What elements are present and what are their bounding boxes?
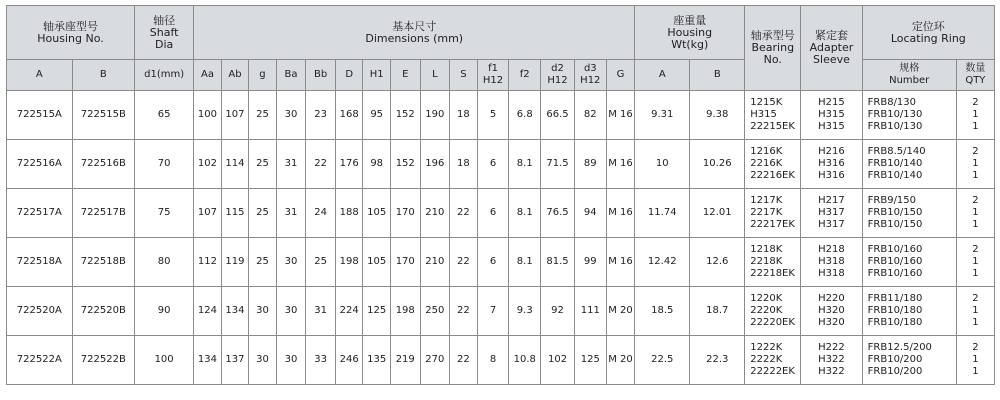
col-header-ring-spec: 规格 Number (862, 60, 956, 91)
cell-e: 170 (390, 238, 420, 287)
cell-wa: 12.42 (635, 238, 690, 287)
cell-wb: 10.26 (690, 140, 745, 189)
cell-f2: 8.1 (509, 238, 541, 287)
shaft-dia-header: 轴径 Shaft Dia (135, 6, 194, 60)
col-header-b: B (72, 60, 134, 91)
bearing-line: 2218K (750, 256, 783, 267)
cell-wa: 22.5 (635, 336, 690, 385)
cell-ba: 30 (276, 91, 306, 140)
ring-line: FRB10/130 (867, 121, 923, 132)
cell-bb: 23 (306, 91, 336, 140)
locating-ring-header: 定位环 Locating Ring (862, 6, 994, 60)
qty-line: 2 (972, 342, 979, 353)
adapter-line: H220 (818, 293, 845, 304)
spec-table-container (6, 5, 995, 385)
cell-d3: 99 (574, 238, 606, 287)
cell-s: 18 (450, 140, 478, 189)
cell-aa: 124 (194, 287, 222, 336)
adapter-line: H317 (818, 207, 845, 218)
cell-f1: 7 (477, 287, 509, 336)
cell-d2: 66.5 (541, 91, 575, 140)
cell-h1: 105 (363, 189, 391, 238)
cell-ba: 30 (276, 287, 306, 336)
col-header-l: L (420, 60, 450, 91)
cell-d: 224 (335, 287, 363, 336)
cell-d3: 125 (574, 336, 606, 385)
cell-aa: 102 (194, 140, 222, 189)
col-header-f1: f1 H12 (477, 60, 509, 91)
cell-a: 722520A (7, 287, 73, 336)
table-row (7, 238, 995, 287)
cell-wb: 18.7 (690, 287, 745, 336)
cell-ring (862, 336, 956, 385)
cell-ring (862, 287, 956, 336)
cell-g: 30 (249, 336, 277, 385)
adapter-line: H215 (818, 97, 845, 108)
cell-s: 22 (450, 336, 478, 385)
qty-line: 1 (972, 121, 979, 132)
cell-d2: 102 (541, 336, 575, 385)
cell-l: 196 (420, 140, 450, 189)
cell-h1: 98 (363, 140, 391, 189)
adapter-line: H218 (818, 244, 845, 255)
cell-f2: 6.8 (509, 91, 541, 140)
col-header-weight-a: A (635, 60, 690, 91)
ring-line: FRB10/140 (867, 170, 923, 181)
cell-d: 188 (335, 189, 363, 238)
cell-d2: 71.5 (541, 140, 575, 189)
adapter-sleeve-header: 紧定套 Adapter Sleeve (801, 6, 862, 91)
cell-d3: 94 (574, 189, 606, 238)
cell-ring (862, 238, 956, 287)
cell-s: 22 (450, 189, 478, 238)
col-header-bb: Bb (306, 60, 336, 91)
cell-g: 25 (249, 91, 277, 140)
cell-g: 25 (249, 140, 277, 189)
cell-wa: 9.31 (635, 91, 690, 140)
cell-ab: 107 (221, 91, 249, 140)
adapter-line: H322 (818, 366, 845, 377)
cell-b: 722517B (72, 189, 134, 238)
col-header-aa: Aa (194, 60, 222, 91)
ring-line: FRB10/130 (867, 109, 923, 120)
qty-line: 2 (972, 97, 979, 108)
cell-e: 219 (390, 336, 420, 385)
table-row (7, 287, 995, 336)
adapter-line: H222 (818, 342, 845, 353)
cell-ba: 30 (276, 238, 306, 287)
table-row (7, 189, 995, 238)
cell-g: M 20 (606, 336, 635, 385)
qty-line: 1 (972, 256, 979, 267)
cell-g: 25 (249, 238, 277, 287)
cell-f1: 6 (477, 189, 509, 238)
cell-d: 246 (335, 336, 363, 385)
col-header-e: E (390, 60, 420, 91)
bearing-line: 22220EK (750, 317, 795, 328)
bearing-line: 1217K (750, 195, 783, 206)
adapter-line: H217 (818, 195, 845, 206)
col-header-h1: H1 (363, 60, 391, 91)
cell-g: M 16 (606, 91, 635, 140)
cell-d3: 89 (574, 140, 606, 189)
adapter-line: H316 (818, 170, 845, 181)
spec-table-body (7, 91, 995, 385)
ring-line: FRB10/200 (867, 366, 923, 377)
cell-f2: 9.3 (509, 287, 541, 336)
cell-d2: 81.5 (541, 238, 575, 287)
qty-line: 1 (972, 305, 979, 316)
ring-line: FRB10/160 (867, 268, 923, 279)
cell-h1: 95 (363, 91, 391, 140)
cell-f1: 6 (477, 140, 509, 189)
cell-ring (862, 189, 956, 238)
bearing-line: 2217K (750, 207, 783, 218)
cell-g: M 16 (606, 189, 635, 238)
table-row (7, 140, 995, 189)
qty-line: 1 (972, 317, 979, 328)
cell-bb: 24 (306, 189, 336, 238)
cell-wb: 9.38 (690, 91, 745, 140)
cell-aa: 112 (194, 238, 222, 287)
cell-bb: 22 (306, 140, 336, 189)
cell-bearing (745, 189, 801, 238)
adapter-line: H320 (818, 317, 845, 328)
col-header-s: S (450, 60, 478, 91)
cell-h1: 105 (363, 238, 391, 287)
table-row (7, 336, 995, 385)
cell-a: 722515A (7, 91, 73, 140)
col-header-ba: Ba (276, 60, 306, 91)
cell-g: 30 (249, 287, 277, 336)
cell-g: M 20 (606, 287, 635, 336)
cell-aa: 134 (194, 336, 222, 385)
cell-ab: 114 (221, 140, 249, 189)
bearing-line: 22222EK (750, 366, 795, 377)
cell-d2: 92 (541, 287, 575, 336)
cell-wa: 11.74 (635, 189, 690, 238)
housing-weight-header: 座重量 Housing Wt(kg) (635, 6, 745, 60)
ring-line: FRB10/140 (867, 158, 923, 169)
col-header-g: g (249, 60, 277, 91)
cell-d: 168 (335, 91, 363, 140)
ring-line: FRB8.5/140 (867, 146, 926, 157)
cell-adapter (801, 91, 862, 140)
adapter-line: H322 (818, 354, 845, 365)
cell-d: 198 (335, 238, 363, 287)
cell-f2: 10.8 (509, 336, 541, 385)
cell-f1: 6 (477, 238, 509, 287)
ring-line: FRB10/150 (867, 219, 923, 230)
cell-bearing (745, 287, 801, 336)
qty-line: 2 (972, 195, 979, 206)
bearing-line: 22217EK (750, 219, 795, 230)
cell-f1: 8 (477, 336, 509, 385)
cell-d1: 90 (135, 287, 194, 336)
bearing-line: 1216K (750, 146, 783, 157)
col-header-f2: f2 (509, 60, 541, 91)
bearing-line: 2222K (750, 354, 783, 365)
cell-l: 210 (420, 189, 450, 238)
col-header-d2: d2 H12 (541, 60, 575, 91)
bearing-line: 22218EK (750, 268, 795, 279)
cell-ring (862, 91, 956, 140)
cell-qty (956, 91, 994, 140)
adapter-line: H320 (818, 305, 845, 316)
cell-d1: 100 (135, 336, 194, 385)
ring-line: FRB8/130 (867, 97, 917, 108)
qty-line: 1 (972, 158, 979, 169)
cell-adapter (801, 336, 862, 385)
qty-line: 1 (972, 354, 979, 365)
cell-adapter (801, 189, 862, 238)
cell-s: 22 (450, 287, 478, 336)
cell-bb: 25 (306, 238, 336, 287)
cell-b: 722520B (72, 287, 134, 336)
cell-aa: 100 (194, 91, 222, 140)
cell-qty (956, 336, 994, 385)
cell-f2: 8.1 (509, 140, 541, 189)
qty-line: 1 (972, 170, 979, 181)
cell-e: 152 (390, 91, 420, 140)
cell-g: M 16 (606, 238, 635, 287)
cell-qty (956, 140, 994, 189)
col-header-ab: Ab (221, 60, 249, 91)
cell-b: 722515B (72, 91, 134, 140)
qty-line: 2 (972, 293, 979, 304)
cell-b: 722518B (72, 238, 134, 287)
col-header-ring-qty: 数量 QTY (956, 60, 994, 91)
cell-d3: 111 (574, 287, 606, 336)
adapter-line: H315 (818, 121, 845, 132)
cell-s: 22 (450, 238, 478, 287)
qty-line: 1 (972, 109, 979, 120)
cell-qty (956, 189, 994, 238)
qty-line: 1 (972, 366, 979, 377)
table-row (7, 91, 995, 140)
cell-l: 190 (420, 91, 450, 140)
cell-ab: 115 (221, 189, 249, 238)
adapter-line: H317 (818, 219, 845, 230)
ring-line: FRB10/200 (867, 354, 923, 365)
cell-f1: 5 (477, 91, 509, 140)
cell-bb: 33 (306, 336, 336, 385)
qty-line: 1 (972, 219, 979, 230)
dimensions-header: 基本尺寸 Dimensions (mm) (194, 6, 635, 60)
ring-line: FRB10/180 (867, 317, 923, 328)
col-header-d: D (335, 60, 363, 91)
cell-bearing (745, 140, 801, 189)
cell-d1: 65 (135, 91, 194, 140)
qty-line: 2 (972, 146, 979, 157)
qty-line: 1 (972, 207, 979, 218)
bearing-line: H315 (750, 109, 777, 120)
cell-d: 176 (335, 140, 363, 189)
col-header-d3: d3 H12 (574, 60, 606, 91)
ring-line: FRB12.5/200 (867, 342, 932, 353)
cell-f2: 8.1 (509, 189, 541, 238)
cell-s: 18 (450, 91, 478, 140)
cell-wb: 12.6 (690, 238, 745, 287)
cell-adapter (801, 140, 862, 189)
ring-line: FRB9/150 (867, 195, 917, 206)
housing-spec-table (6, 5, 995, 385)
housing-model-header: 轴承座型号 Housing No. (7, 6, 135, 60)
adapter-line: H315 (818, 109, 845, 120)
cell-wb: 22.3 (690, 336, 745, 385)
cell-l: 210 (420, 238, 450, 287)
cell-d1: 75 (135, 189, 194, 238)
bearing-line: 1222K (750, 342, 783, 353)
cell-ring (862, 140, 956, 189)
cell-ba: 31 (276, 189, 306, 238)
bearing-no-header: 轴承型号 Bearing No. (745, 6, 801, 91)
cell-a: 722517A (7, 189, 73, 238)
bearing-line: 1218K (750, 244, 783, 255)
cell-ba: 30 (276, 336, 306, 385)
cell-adapter (801, 238, 862, 287)
bearing-line: 2220K (750, 305, 783, 316)
adapter-line: H318 (818, 268, 845, 279)
cell-qty (956, 287, 994, 336)
cell-wa: 10 (635, 140, 690, 189)
cell-wb: 12.01 (690, 189, 745, 238)
cell-h1: 135 (363, 336, 391, 385)
ring-line: FRB10/160 (867, 244, 923, 255)
cell-bb: 31 (306, 287, 336, 336)
cell-bearing (745, 238, 801, 287)
cell-e: 198 (390, 287, 420, 336)
bearing-line: 22216EK (750, 170, 795, 181)
col-header-d1: d1(mm) (135, 60, 194, 91)
qty-line: 2 (972, 244, 979, 255)
cell-g: M 16 (606, 140, 635, 189)
cell-a: 722518A (7, 238, 73, 287)
cell-d2: 76.5 (541, 189, 575, 238)
cell-ab: 119 (221, 238, 249, 287)
cell-d1: 80 (135, 238, 194, 287)
cell-l: 250 (420, 287, 450, 336)
ring-line: FRB10/150 (867, 207, 923, 218)
bearing-line: 1220K (750, 293, 783, 304)
cell-ab: 137 (221, 336, 249, 385)
cell-b: 722516B (72, 140, 134, 189)
col-header-gthread: G (606, 60, 635, 91)
col-header-a: A (7, 60, 73, 91)
ring-line: FRB10/180 (867, 305, 923, 316)
bearing-line: 22215EK (750, 121, 795, 132)
cell-ab: 134 (221, 287, 249, 336)
cell-bearing (745, 336, 801, 385)
cell-d3: 82 (574, 91, 606, 140)
cell-bearing (745, 91, 801, 140)
cell-wa: 18.5 (635, 287, 690, 336)
cell-g: 25 (249, 189, 277, 238)
cell-a: 722516A (7, 140, 73, 189)
cell-qty (956, 238, 994, 287)
cell-d1: 70 (135, 140, 194, 189)
qty-line: 1 (972, 268, 979, 279)
bearing-line: 1215K (750, 97, 783, 108)
cell-adapter (801, 287, 862, 336)
bearing-line: 2216K (750, 158, 783, 169)
cell-e: 170 (390, 189, 420, 238)
cell-aa: 107 (194, 189, 222, 238)
cell-h1: 125 (363, 287, 391, 336)
cell-e: 152 (390, 140, 420, 189)
ring-line: FRB10/160 (867, 256, 923, 267)
cell-l: 270 (420, 336, 450, 385)
ring-line: FRB11/180 (867, 293, 923, 304)
cell-a: 722522A (7, 336, 73, 385)
cell-b: 722522B (72, 336, 134, 385)
cell-ba: 31 (276, 140, 306, 189)
col-header-weight-b: B (690, 60, 745, 91)
adapter-line: H216 (818, 146, 845, 157)
adapter-line: H316 (818, 158, 845, 169)
adapter-line: H318 (818, 256, 845, 267)
